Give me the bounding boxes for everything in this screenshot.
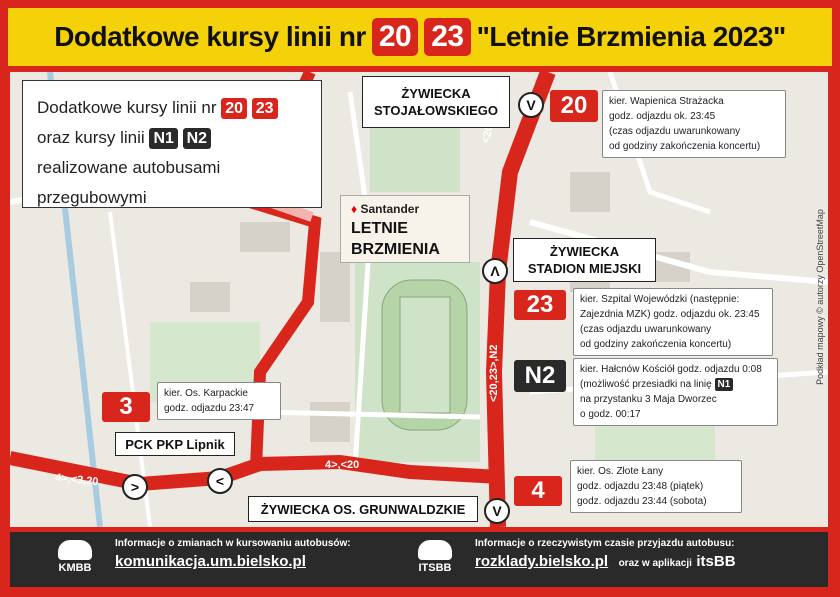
title-suffix: "Letnie Brzmienia 2023"	[476, 21, 786, 52]
direction-marker-pck-left: >	[122, 474, 148, 500]
stop-name-line-1: ŻYWIECKA	[549, 244, 620, 259]
itsbb-cloud-icon	[418, 540, 452, 560]
line-n2-info-4: o godz. 00:17	[580, 409, 641, 420]
line-23-info-1: kier. Szpital Wojewódzki (następnie:	[580, 294, 740, 305]
kmbb-logo-text: KMBB	[58, 562, 92, 574]
title-line-20-badge: 20	[372, 18, 418, 56]
line-4-info-1: kier. Os. Złote Łany	[577, 466, 664, 477]
line-23-badge: 23	[514, 290, 566, 320]
title-bar	[8, 8, 832, 66]
title-prefix: Dodatkowe kursy linii nr	[54, 21, 366, 52]
santander-brand-text: Santander	[360, 202, 420, 216]
intro-text-1: Dodatkowe kursy linii nr	[37, 98, 217, 117]
line-n2-info-3: na przystanku 3 Maja Dworzec	[580, 394, 717, 405]
line-3-info-1: kier. Os. Karpackie	[164, 388, 248, 399]
route-label-mid: 4>,<20	[325, 459, 360, 471]
footer	[10, 532, 828, 587]
itsbb-logo-text: ITSBB	[418, 562, 452, 574]
footer-right-mid: oraz w aplikacji	[618, 558, 692, 569]
direction-marker-grunwaldzkie: V	[484, 498, 510, 524]
stop-zywiecka-grunwaldzkie[interactable]: ŻYWIECKA OS. GRUNWALDZKIE	[248, 496, 478, 522]
intro-panel	[22, 80, 322, 208]
santander-brand	[351, 202, 459, 216]
kmbb-cloud-icon	[58, 540, 92, 560]
footer-right-app: itsBB	[696, 553, 736, 570]
direction-marker-stadion: Λ	[482, 258, 508, 284]
intro-night-n2-badge: N2	[183, 128, 211, 149]
footer-left-info	[115, 538, 351, 570]
line-20-badge: 20	[550, 90, 598, 122]
line-4-badge: 4	[514, 476, 562, 506]
building	[190, 282, 230, 312]
line-23-info-2: Zajezdnia MZK) godz. odjazdu ok. 23:45	[580, 309, 760, 320]
line-20-info	[602, 90, 786, 158]
stop-zywiecka-stadion[interactable]	[513, 238, 656, 282]
line-23-info	[573, 288, 773, 356]
kmbb-logo	[58, 540, 92, 574]
line-n1-mini-badge: N1	[715, 378, 734, 391]
line-n2-info-2-text: (możliwość przesiadki na linię	[580, 379, 712, 390]
route-label-vertical-bottom: <20,23>,N2	[488, 344, 500, 402]
stop-pck-pkp-lipnik[interactable]: PCK PKP Lipnik	[115, 432, 235, 456]
santander-logo-box	[340, 195, 470, 263]
title-line-23-badge: 23	[424, 18, 470, 56]
line-23-info-4: od godziny zakończenia koncertu)	[580, 339, 732, 350]
line-3-info-2: godz. odjazdu 23:47	[164, 403, 255, 414]
direction-marker-pck-right: <	[207, 468, 233, 494]
intro-line-23-badge: 23	[252, 98, 278, 119]
line-n2-info-1: kier. Hałcnów Kościół godz. odjazdu 0:08	[580, 364, 762, 375]
line-20-info-2: godz. odjazdu ok. 23:45	[609, 111, 716, 122]
intro-text-3: realizowane autobusami	[37, 158, 221, 177]
intro-night-n1-badge: N1	[149, 128, 177, 149]
fest-line-1: LETNIE	[351, 220, 408, 237]
line-n2-info	[573, 358, 778, 426]
footer-right-info	[475, 538, 736, 571]
line-20-info-1: kier. Wapienica Strażacka	[609, 96, 724, 107]
stadium-field	[400, 297, 450, 413]
footer-left-link[interactable]: komunikacja.um.bielsko.pl	[115, 553, 306, 570]
building	[570, 172, 610, 212]
footer-right-small: Informacje o rzeczywistym czasie przyjazdu autobusu:	[475, 538, 735, 549]
line-3-badge: 3	[102, 392, 150, 422]
footer-right-link[interactable]: rozklady.bielsko.pl	[475, 553, 609, 570]
map-credit: Podkład mapowy © autorzy OpenStreetMap	[815, 209, 826, 385]
line-20-info-3: (czas odjazdu uwarunkowany	[609, 126, 741, 137]
intro-line-20-badge: 20	[221, 98, 247, 119]
line-4-info-3: godz. odjazdu 23:44 (sobota)	[577, 496, 707, 507]
intro-text-4: przegubowymi	[37, 188, 147, 207]
building	[310, 402, 350, 442]
stop-zywiecka-stojalowskiego[interactable]	[362, 76, 510, 128]
stop-name-line-2: STADION MIEJSKI	[527, 261, 642, 276]
itsbb-logo	[418, 540, 452, 574]
line-3-info	[157, 382, 281, 420]
line-23-info-3: (czas odjazdu uwarunkowany	[580, 324, 712, 335]
line-4-info	[570, 460, 742, 513]
map[interactable]	[10, 72, 828, 527]
stop-name-line-1: ŻYWIECKA	[401, 86, 471, 101]
line-4-info-2: godz. odjazdu 23:48 (piątek)	[577, 481, 704, 492]
santander-flame-icon: ♦	[351, 202, 358, 216]
line-20-info-4: od godziny zakończenia koncertu)	[609, 141, 761, 152]
fest-line-2: BRZMIENIA	[351, 241, 440, 258]
building	[240, 222, 290, 252]
route-label-left: 4>,<3,20	[54, 471, 99, 489]
direction-marker-stojalowskiego: V	[518, 92, 544, 118]
line-n2-info-2	[580, 377, 771, 392]
line-n2-badge: N2	[514, 360, 566, 392]
footer-right-row	[475, 553, 736, 571]
stop-name-line-2: STOJAŁOWSKIEGO	[374, 103, 498, 118]
intro-text-2: oraz kursy linii	[37, 128, 145, 147]
footer-left-small: Informacje o zmianach w kursowaniu autobusów:	[115, 538, 351, 549]
